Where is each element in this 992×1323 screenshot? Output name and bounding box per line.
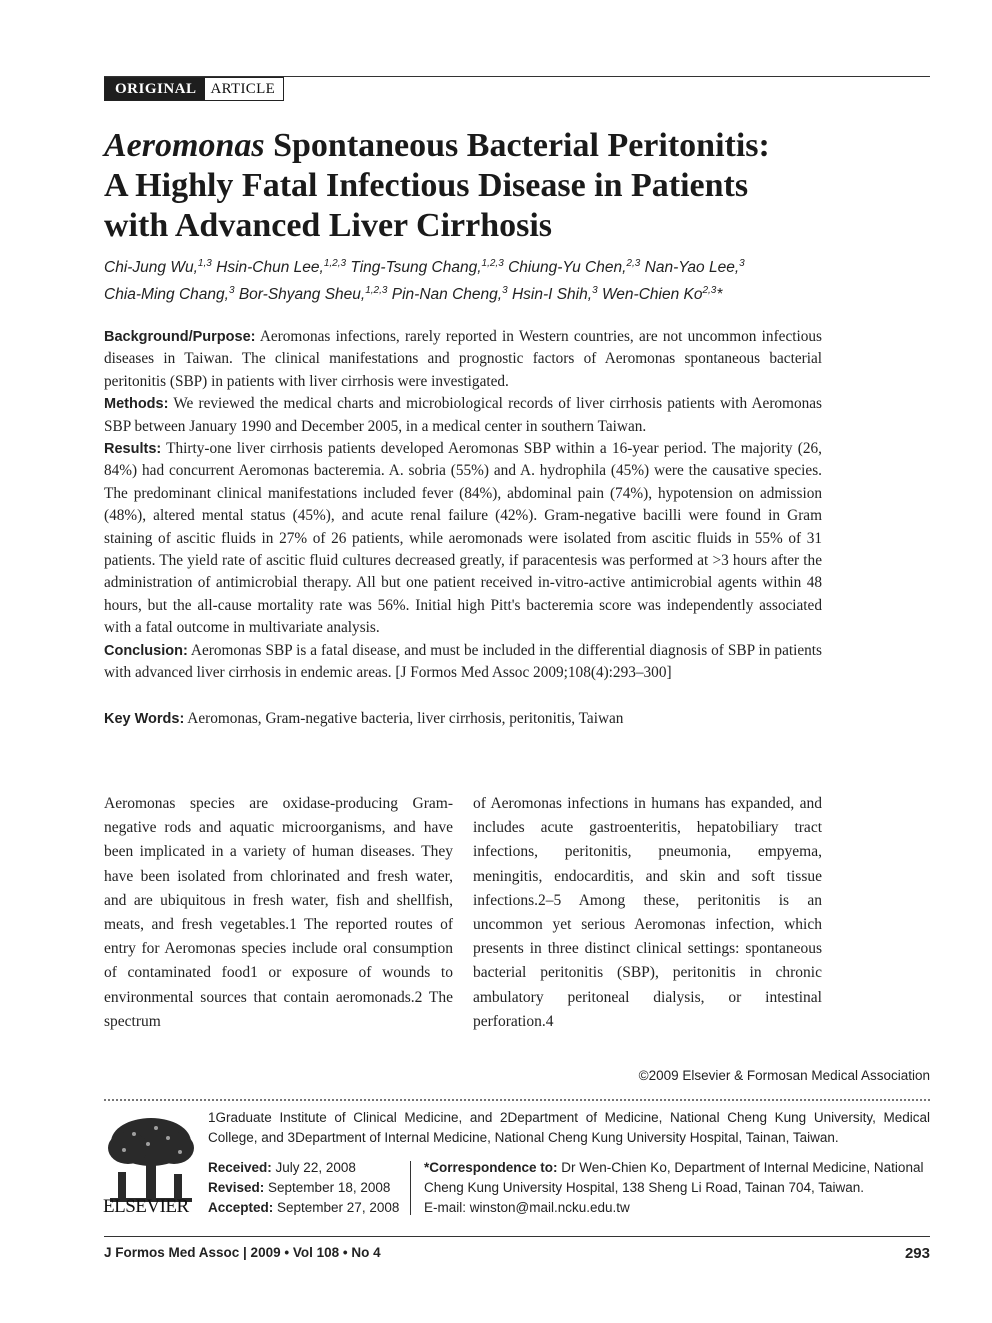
affiliations: 1Graduate Institute of Clinical Medicine, and 2Department of Medicine, National Cheng Kung University, Medical College, and 3Department of Internal Medicine, National Cheng Kung University Hospital, Tainan, Taiwan. — [208, 1110, 930, 1145]
author-affiliation: 1,2,3 — [365, 285, 388, 297]
page-number: 293 — [904, 1245, 930, 1262]
author-name: Wen-Chien Ko — [601, 286, 703, 304]
received-date — [208, 1158, 399, 1178]
received-value: July 22, 2008 — [271, 1160, 356, 1175]
body-column-right: of Aeromonas infections in humans has expanded, and includes acute gastroenteritis, hepatobiliary tract infections, peritonitis, pneumonia, empyema, meningitis, endocarditis, and skin and soft tissue infections.2–5 Among these, peritonitis is an uncommon yet serious Aeromonas infection, which presents in three distinct clinical settings: spontaneous bacterial peritonitis (SBP), peritonitis in chronic ambulatory peritoneal dialysis, or intestinal perforation.4 — [473, 795, 822, 1030]
article-title — [104, 126, 930, 246]
revised-value: September 18, 2008 — [264, 1180, 391, 1195]
revised-date — [208, 1178, 399, 1198]
author-name: Chia-Ming Chang, — [104, 286, 229, 304]
author-affiliation: 3 — [739, 258, 745, 269]
elsevier-wordmark: ELSEVIER — [103, 1196, 189, 1217]
received-label: Received: — [208, 1160, 272, 1175]
author-name: Bor-Shyang Sheu, — [238, 286, 366, 304]
abstract-results — [104, 438, 822, 640]
abstract-conclusion-label: Conclusion: — [104, 642, 188, 659]
title-line1: Spontaneous Bacterial Peritonitis: — [264, 127, 770, 164]
author-name: Nan-Yao Lee, — [644, 259, 740, 277]
correspondence — [424, 1158, 930, 1218]
abstract-conclusion — [104, 640, 822, 685]
abstract-background-text: Aeromonas infections, rarely reported in Western countries, are not uncommon infectious diseases in Taiwan. The clinical manifestations and prognostic factors of Aeromonas spontaneous bacterial peritonitis (SBP) in patients with liver cirrhosis were investigated. — [104, 328, 822, 390]
corresponding-mark: * — [716, 286, 723, 304]
correspondence-email: E-mail: winston@mail.ncku.edu.tw — [424, 1200, 630, 1215]
author-name: Chi-Jung Wu, — [104, 259, 198, 277]
article-type-label — [104, 77, 284, 101]
dotted-divider — [104, 1099, 930, 1101]
abstract — [104, 326, 822, 685]
title-line3: with Advanced Liver Cirrhosis — [104, 207, 553, 244]
keywords-text: Aeromonas, Gram-negative bacteria, liver cirrhosis, peritonitis, Taiwan — [184, 710, 624, 727]
author-name: Chiung-Yu Chen, — [508, 259, 627, 277]
abstract-background — [104, 326, 822, 393]
revised-label: Revised: — [208, 1180, 265, 1195]
abstract-results-label: Results: — [104, 441, 162, 458]
abstract-methods-label: Methods: — [104, 396, 169, 413]
copyright-notice: ©2009 Elsevier & Formosan Medical Association — [638, 1068, 930, 1083]
keywords-label: Key Words: — [104, 711, 185, 727]
article-dates — [208, 1158, 399, 1218]
label-article: ARTICLE — [205, 78, 284, 100]
author-list — [104, 252, 930, 306]
author-name: Ting-Tsung Chang, — [350, 259, 482, 277]
label-original: ORIGINAL — [105, 78, 205, 100]
keywords — [104, 708, 822, 730]
abstract-conclusion-text: Aeromonas SBP is a fatal disease, and must be included in the differential diagnosis of SBP in patients with advanced liver cirrhosis in endemic areas. [J Formos Med Assoc 2009;108(4):293–300] — [104, 641, 822, 682]
author-affiliation: 3 — [228, 285, 235, 297]
author-affiliation: 2,3 — [626, 258, 641, 269]
author-name: Hsin-Chun Lee, — [216, 259, 324, 277]
correspondence-text: Dr Wen-Chien Ko, Department of Internal Medicine, National Cheng Kung University Hospital, 138 Sheng Li Road, Tainan 704, Taiwan. — [424, 1160, 924, 1195]
author-affiliation: 1,2,3 — [481, 258, 504, 269]
author-affiliation: 2,3 — [702, 285, 717, 297]
author-name: Pin-Nan Cheng, — [391, 286, 503, 304]
author-affiliation: 3 — [592, 285, 598, 297]
abstract-methods — [104, 393, 822, 438]
title-line2: A Highly Fatal Infectious Disease in Patients — [104, 167, 749, 204]
abstract-results-text: Thirty-one liver cirrhosis patients developed Aeromonas SBP within a 16-year period. The majority (26, 84%) had concurrent Aeromonas bacteremia. A. sobria (55%) and A. hydrophila (45%) were the causative species. The predominant clinical manifestations included fever (84%), abdominal pain (74%), hypotension on admission (48%), altered mental status (45%), and acute renal failure (42%). Gram-negative bacilli were found in Gram staining of ascitic fluids in 27% of 26 patients, while aeromonads were isolated from ascitic fluids in 55% of 31 patients. The yield rate of ascitic fluid cultures decreased greatly, if paracentesis was performed at >3 hours after the administration of antimicrobial therapy. All but one patient received in-vitro-active antimicrobial agents within 48 hours, but the all-cause mortality rate was 56%. Initial high Pitt's bacteremia score was independently associated with a fatal outcome in multivariate analysis. — [104, 440, 822, 637]
footer-journal: J Formos Med Assoc | 2009 • Vol 108 • No 4 — [104, 1245, 381, 1260]
author-affiliation: 1,3 — [197, 258, 212, 269]
accepted-label: Accepted: — [208, 1200, 274, 1215]
vertical-separator — [410, 1161, 411, 1215]
abstract-methods-text: We reviewed the medical charts and microbiological records of liver cirrhosis patients with Aeromonas SBP between January 1990 and December 2005, in a medical center in southern Taiwan. — [104, 395, 822, 435]
body-column-left: Aeromonas species are oxidase-producing Gram-negative rods and aquatic microorganisms, and have been implicated in a variety of human diseases. They have been isolated from chlorinated and fresh water, and are ubiquitous in fresh water, fish and shellfish, meats, and fresh vegetables.1 The reported routes of entry for Aeromonas species include oral consumption of contaminated food1 or exposure of wounds to environmental sources that contain aeromonads.2 The spectrum — [104, 795, 453, 1030]
author-name: Hsin-I Shih, — [511, 286, 593, 304]
accepted-value: September 27, 2008 — [273, 1200, 400, 1215]
footer-rule — [104, 1236, 930, 1237]
abstract-background-label: Background/Purpose: — [104, 329, 256, 345]
author-affiliation: 1,2,3 — [323, 258, 347, 269]
correspondence-label: *Correspondence to: — [424, 1160, 558, 1175]
title-genus: Aeromonas — [104, 127, 265, 164]
author-affiliation: 3 — [502, 285, 508, 297]
accepted-date — [208, 1198, 399, 1218]
